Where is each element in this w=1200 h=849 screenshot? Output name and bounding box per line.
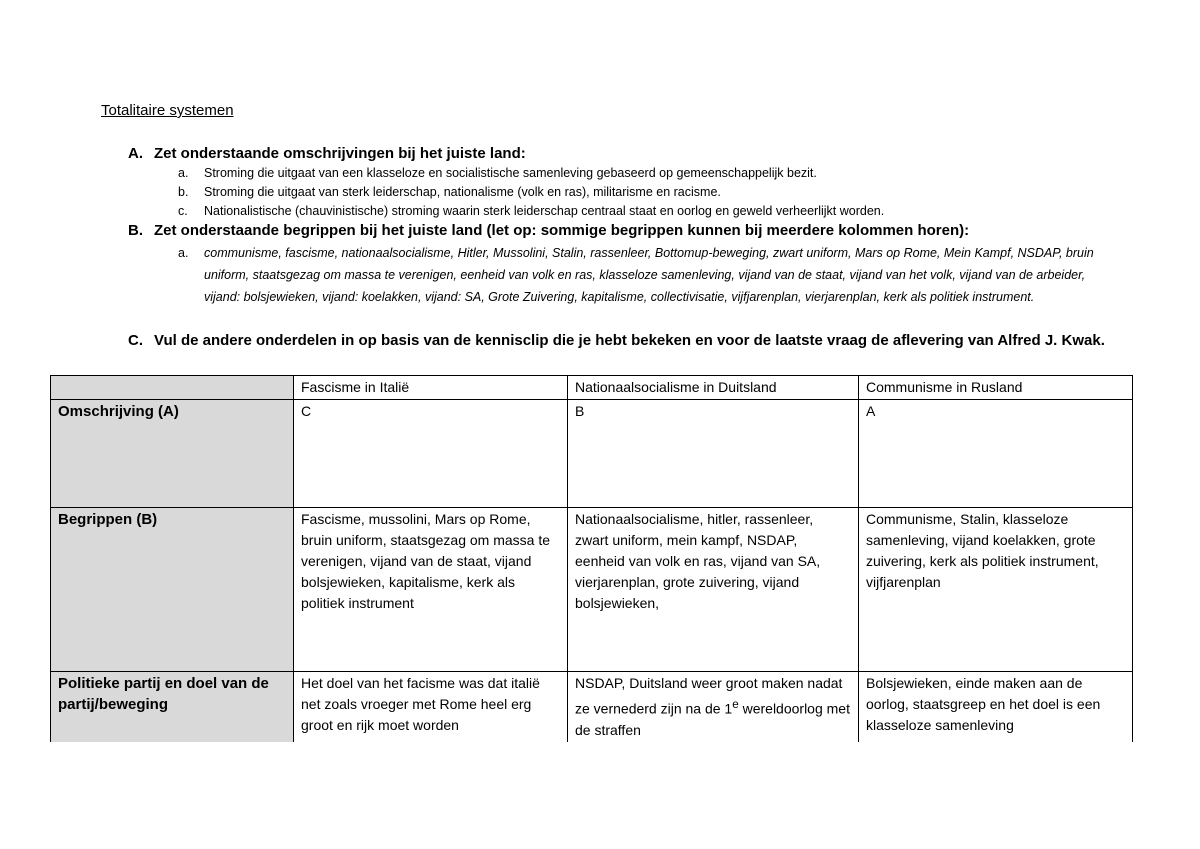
cell-partij-italie: Het doel van het facisme was dat italië net zoals vroeger met Rome heel erg groot en rijk moet worden (294, 672, 568, 742)
section-a-text: Zet onderstaande omschrijvingen bij het juiste land: (154, 145, 526, 162)
section-b-letter: B. (128, 222, 143, 239)
section-a-heading (128, 145, 526, 162)
cell-begrippen-italie: Fascisme, mussolini, Mars op Rome, bruin uniform, staatsgezag om massa te verenigen, vijand van de staat, vijand bolsjewieken, kapitalisme, kerk als politiek instrument (294, 508, 568, 672)
table-row (51, 672, 1133, 742)
item-letter: b. (178, 185, 189, 199)
header-cell-empty (51, 376, 294, 400)
cell-partij-duitsland-text: NSDAP, Duitsland weer groot maken nadat ze vernederd zijn na de 1 (575, 675, 843, 717)
section-a-letter: A. (128, 145, 143, 162)
header-nationaalsocialisme-duitsland: Nationaalsocialisme in Duitsland (568, 376, 859, 400)
row-label-begrippen: Begrippen (B) (51, 508, 294, 672)
item-text: Stroming die uitgaat van sterk leiderschap, nationalisme (volk en ras), militarisme en racisme. (204, 185, 721, 199)
item-letter: a. (178, 246, 189, 260)
section-a-item (178, 204, 884, 218)
header-communisme-rusland: Communisme in Rusland (859, 376, 1133, 400)
cell-partij-rusland: Bolsjewieken, einde maken aan de oorlog, staatsgreep en het doel is een klasseloze samenleving (859, 672, 1133, 742)
cell-omschrijving-italie: C (294, 400, 568, 508)
item-letter: c. (178, 204, 188, 218)
table-header-row (51, 376, 1133, 400)
row-label-politieke-partij: Politieke partij en doel van de partij/beweging (51, 672, 294, 742)
item-text: Stroming die uitgaat van een klasseloze en socialistische samenleving gebaseerd op gemeenschappelijk bezit. (204, 166, 817, 180)
cell-begrippen-duitsland: Nationaalsocialisme, hitler, rassenleer, zwart uniform, mein kampf, NSDAP, eenheid van volk en ras, vijand van SA, vierjarenplan, grote zuivering, vijand bolsjewieken, (568, 508, 859, 672)
header-fascisme-italie: Fascisme in Italië (294, 376, 568, 400)
section-b-item (178, 242, 1098, 308)
table-row (51, 508, 1133, 672)
section-b-heading (128, 222, 969, 239)
table-row (51, 400, 1133, 508)
cell-omschrijving-duitsland: B (568, 400, 859, 508)
concepts-list: communisme, fascisme, nationaalsocialisme, Hitler, Mussolini, Stalin, rassenleer, Bottomup-beweging, zwart uniform, Mars op Rome, Mein Kampf, NSDAP, bruin uniform, staatsgezag om massa te verenigen, eenheid van volk en ras, klasseloze samenleving, vijand van de staat, vijand van het volk, vijand van de arbeider, vijand: bolsjewieken, vijand: koelakken, vijand: SA, Grote Zuivering, kapitalisme, collectivisatie, vijfjarenplan, vierjarenplan, kerk als politiek instrument. (204, 246, 1094, 304)
cell-begrippen-rusland: Communisme, Stalin, klasseloze samenleving, vijand koelakken, grote zuivering, kerk als politiek instrument, vijfjarenplan (859, 508, 1133, 672)
document-title: Totalitaire systemen (101, 102, 234, 119)
section-a-item (178, 166, 817, 180)
cell-omschrijving-rusland: A (859, 400, 1133, 508)
section-c-heading (128, 332, 1105, 349)
item-letter: a. (178, 166, 189, 180)
section-c-letter: C. (128, 332, 143, 349)
cell-partij-duitsland-text-end: wereldoorlog met de straffen (575, 700, 850, 738)
section-a-item (178, 185, 721, 199)
section-b-text: Zet onderstaande begrippen bij het juiste land (let op: sommige begrippen kunnen bij meerdere kolommen horen): (154, 222, 970, 239)
superscript-e: e (732, 698, 739, 711)
row-label-omschrijving: Omschrijving (A) (51, 400, 294, 508)
item-text: Nationalistische (chauvinistische) stroming waarin sterk leiderschap centraal staat en oorlog en geweld verheerlijkt worden. (204, 204, 885, 218)
cell-partij-duitsland (568, 672, 859, 742)
comparison-table (50, 375, 1133, 742)
section-c-text: Vul de andere onderdelen in op basis van de kennisclip die je hebt bekeken en voor de laatste vraag de aflevering van Alfred J. Kwak. (154, 332, 1105, 349)
